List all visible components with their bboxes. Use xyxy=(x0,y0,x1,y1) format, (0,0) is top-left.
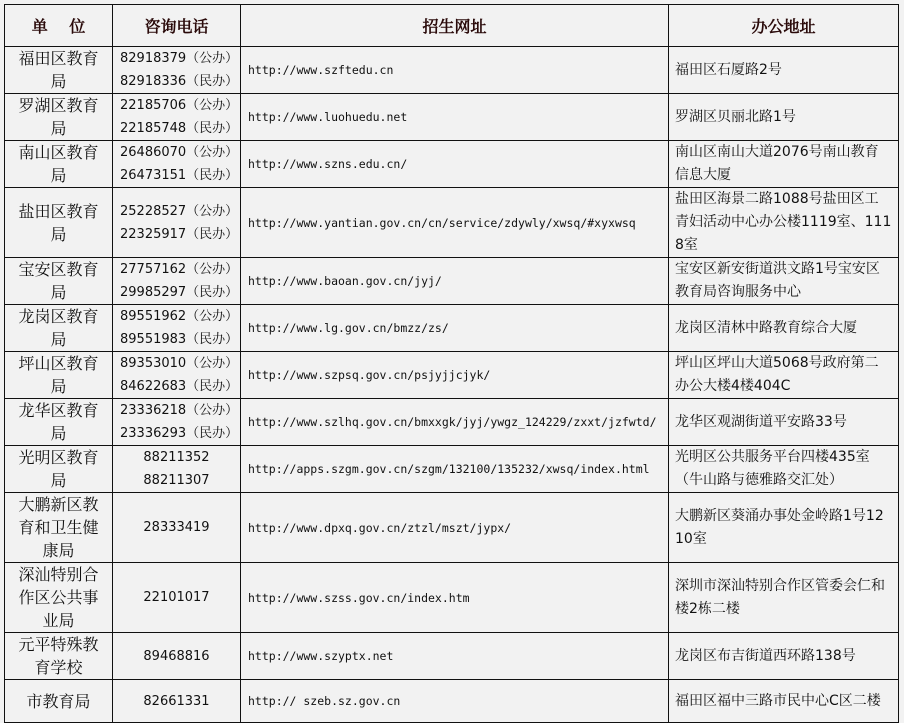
table-row xyxy=(5,94,899,141)
table-row xyxy=(5,141,899,188)
url-cell xyxy=(241,446,669,493)
phone-number: 88211307 xyxy=(143,473,210,488)
office-address: 龙岗区清林中路教育综合大厦 xyxy=(675,319,857,336)
unit-name: 深汕特别合作区公共事业局 xyxy=(18,565,99,630)
office-address: 宝安区新安街道洪文路1号宝安区教育局咨询服务中心 xyxy=(675,261,880,300)
unit-name: 光明区教育局 xyxy=(18,448,99,490)
phone-cell xyxy=(113,94,241,141)
unit-cell xyxy=(5,141,113,188)
phone-number: 23336218（公办） xyxy=(120,403,239,418)
education-bureau-contact-table xyxy=(4,4,899,723)
unit-cell xyxy=(5,399,113,446)
unit-cell xyxy=(5,258,113,305)
address-cell xyxy=(669,258,899,305)
unit-name: 罗湖区教育局 xyxy=(18,96,99,138)
url-cell xyxy=(241,563,669,633)
office-address: 罗湖区贝丽北路1号 xyxy=(675,108,796,125)
enrollment-url-link[interactable]: http://www.szyptx.net xyxy=(248,649,394,663)
phone-number: 28333419 xyxy=(143,520,210,535)
unit-name: 龙岗区教育局 xyxy=(18,307,99,349)
phone-number: 23336293（民办） xyxy=(120,426,239,441)
unit-name: 宝安区教育局 xyxy=(18,260,99,302)
url-cell xyxy=(241,188,669,258)
unit-cell xyxy=(5,47,113,94)
office-address: 深圳市深汕特别合作区管委会仁和楼2栋二楼 xyxy=(675,577,885,617)
phone-cell xyxy=(113,141,241,188)
unit-cell xyxy=(5,633,113,680)
header-phone: 咨询电话 xyxy=(113,5,241,47)
address-cell xyxy=(669,633,899,680)
table-row xyxy=(5,258,899,305)
address-cell xyxy=(669,563,899,633)
unit-cell xyxy=(5,680,113,723)
phone-number: 29985297（民办） xyxy=(120,285,239,300)
address-cell xyxy=(669,94,899,141)
phone-number: 22185748（民办） xyxy=(120,121,239,136)
phone-number: 82918336（民办） xyxy=(120,74,239,89)
enrollment-url-link[interactable]: http://www.szpsq.gov.cn/psjyjjcjyk/ xyxy=(248,368,491,382)
url-cell xyxy=(241,493,669,563)
unit-name: 元平特殊教育学校 xyxy=(18,635,99,677)
table-row xyxy=(5,188,899,258)
enrollment-url-link[interactable]: http://www.szlhq.gov.cn/bmxxgk/jyj/ywgz_124229/zxxt/jzfwtd/ xyxy=(248,415,657,429)
url-cell xyxy=(241,141,669,188)
url-cell xyxy=(241,47,669,94)
office-address: 光明区公共服务平台四楼435室（牛山路与德雅路交汇处） xyxy=(675,449,870,488)
table-row xyxy=(5,399,899,446)
url-cell xyxy=(241,305,669,352)
address-cell xyxy=(669,141,899,188)
unit-cell xyxy=(5,305,113,352)
phone-cell xyxy=(113,399,241,446)
enrollment-url-link[interactable]: http://www.szftedu.cn xyxy=(248,63,394,77)
url-cell xyxy=(241,258,669,305)
enrollment-url-link[interactable]: http://www.baoan.gov.cn/jyj/ xyxy=(248,274,442,288)
phone-number: 22185706（公办） xyxy=(120,98,239,113)
url-cell xyxy=(241,94,669,141)
unit-cell xyxy=(5,94,113,141)
phone-number: 89468816 xyxy=(143,648,210,664)
office-address: 福田区石厦路2号 xyxy=(675,61,782,78)
unit-cell xyxy=(5,188,113,258)
table-row xyxy=(5,47,899,94)
table-header-row xyxy=(5,5,899,47)
unit-name: 南山区教育局 xyxy=(18,143,99,185)
phone-number: 88211352 xyxy=(143,450,210,465)
unit-cell xyxy=(5,493,113,563)
enrollment-url-link[interactable]: http://www.yantian.gov.cn/cn/service/zdywly/xwsq/#xyxwsq xyxy=(248,215,636,230)
enrollment-url-link[interactable]: http://apps.szgm.gov.cn/szgm/132100/135232/xwsq/index.html xyxy=(248,462,650,476)
header-address: 办公地址 xyxy=(669,5,899,47)
enrollment-url-link[interactable]: http:// szeb.sz.gov.cn xyxy=(248,694,401,708)
url-cell xyxy=(241,352,669,399)
address-cell xyxy=(669,188,899,258)
phone-cell xyxy=(113,305,241,352)
phone-cell xyxy=(113,633,241,680)
phone-number: 25228527（公办） xyxy=(120,203,239,219)
office-address: 大鹏新区葵涌办事处金岭路1号1210室 xyxy=(675,507,884,547)
table-row xyxy=(5,493,899,563)
office-address: 福田区福中三路市民中心C区二楼 xyxy=(675,692,881,709)
address-cell xyxy=(669,47,899,94)
office-address: 龙华区观湖街道平安路33号 xyxy=(675,413,847,430)
unit-cell xyxy=(5,446,113,493)
address-cell xyxy=(669,446,899,493)
table-row xyxy=(5,352,899,399)
address-cell xyxy=(669,680,899,723)
phone-cell xyxy=(113,493,241,563)
unit-name: 福田区教育局 xyxy=(18,49,99,91)
address-cell xyxy=(669,352,899,399)
unit-cell xyxy=(5,563,113,633)
enrollment-url-link[interactable]: http://www.szss.gov.cn/index.htm xyxy=(248,590,470,605)
phone-cell xyxy=(113,563,241,633)
phone-number: 26486070（公办） xyxy=(120,145,239,160)
table-row xyxy=(5,563,899,633)
phone-number: 27757162（公办） xyxy=(120,262,239,277)
phone-cell xyxy=(113,352,241,399)
phone-cell xyxy=(113,258,241,305)
url-cell xyxy=(241,399,669,446)
phone-number: 89551983（民办） xyxy=(120,332,239,347)
address-cell xyxy=(669,493,899,563)
enrollment-url-link[interactable]: http://www.szns.edu.cn/ xyxy=(248,157,408,171)
phone-number: 89551962（公办） xyxy=(120,309,239,324)
enrollment-url-link[interactable]: http://www.dpxq.gov.cn/ztzl/mszt/jypx/ xyxy=(248,520,512,535)
office-address: 龙岗区布吉街道西环路138号 xyxy=(675,647,856,664)
office-address: 坪山区坪山大道5068号政府第二办公大楼4楼404C xyxy=(675,355,879,394)
header-url: 招生网址 xyxy=(241,5,669,47)
header-unit: 单 位 xyxy=(5,5,113,47)
phone-cell xyxy=(113,188,241,258)
phone-number: 82661331 xyxy=(143,693,210,709)
address-cell xyxy=(669,399,899,446)
phone-cell xyxy=(113,47,241,94)
unit-name: 市教育局 xyxy=(26,691,91,711)
phone-cell xyxy=(113,446,241,493)
table-row xyxy=(5,680,899,723)
url-cell xyxy=(241,680,669,723)
phone-number: 26473151（民办） xyxy=(120,168,239,183)
unit-name: 龙华区教育局 xyxy=(18,401,99,443)
office-address: 南山区南山大道2076号南山教育信息大厦 xyxy=(675,144,879,183)
phone-number: 84622683（民办） xyxy=(120,379,239,394)
enrollment-url-link[interactable]: http://www.luohuedu.net xyxy=(248,110,408,124)
table-row xyxy=(5,633,899,680)
phone-number: 22101017 xyxy=(143,590,210,605)
phone-number: 89353010（公办） xyxy=(120,356,239,371)
table-row xyxy=(5,446,899,493)
address-cell xyxy=(669,305,899,352)
phone-number: 82918379（公办） xyxy=(120,51,239,66)
url-cell xyxy=(241,633,669,680)
phone-cell xyxy=(113,680,241,723)
unit-name: 坪山区教育局 xyxy=(18,354,99,396)
unit-name: 大鹏新区教育和卫生健康局 xyxy=(18,495,99,560)
unit-name: 盐田区教育局 xyxy=(18,201,99,244)
unit-cell xyxy=(5,352,113,399)
office-address: 盐田区海景二路1088号盐田区工青妇活动中心办公楼1119室、1118室 xyxy=(675,191,892,253)
enrollment-url-link[interactable]: http://www.lg.gov.cn/bmzz/zs/ xyxy=(248,321,449,335)
table-row xyxy=(5,305,899,352)
phone-number: 22325917（民办） xyxy=(120,226,239,242)
